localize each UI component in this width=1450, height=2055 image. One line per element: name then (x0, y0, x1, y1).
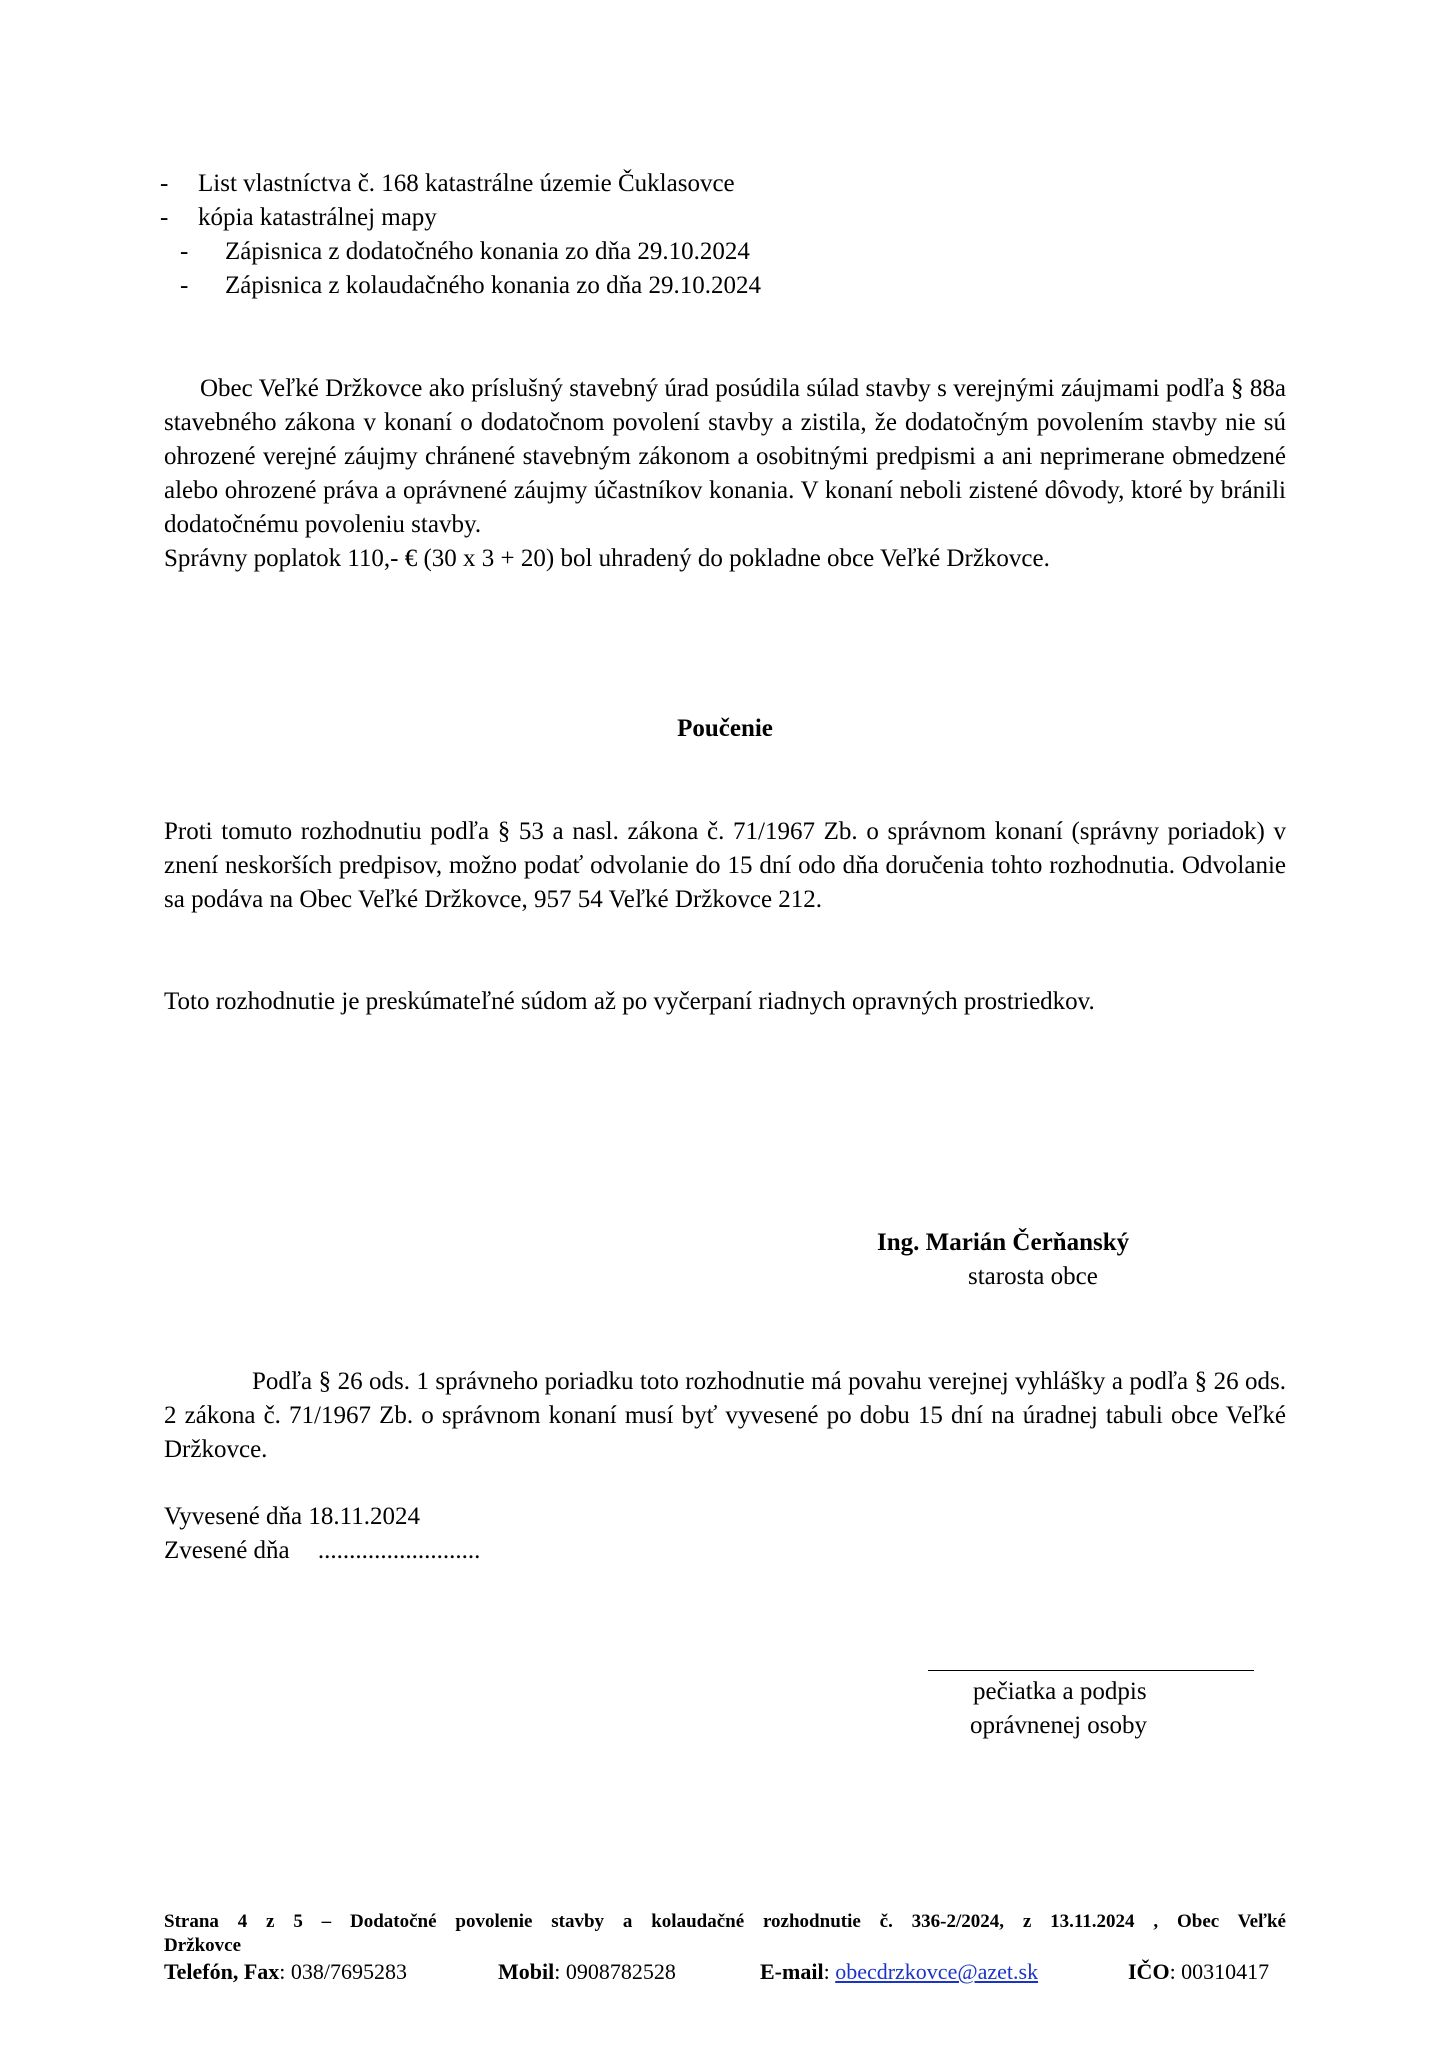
signatory-title: starosta obce (968, 1263, 1098, 1290)
removed-label: Zvesené dňa (164, 1537, 290, 1564)
footer-mobile (498, 1960, 676, 1984)
email-link[interactable]: obecdrzkovce@azet.sk (835, 1959, 1039, 1984)
ico-value: : 00310417 (1169, 1959, 1270, 1984)
appeal-text: Proti tomuto rozhodnutiu podľa § 53 a nasl. zákona č. 71/1967 Zb. o správnom konaní (správny poriadok) v znení neskorších predpisov, možno podať odvolanie do 15 dní odo dňa doručenia tohto rozhodnutia. Odvolanie sa podáva na Obec Veľké Držkovce, 957 54 Veľké Držkovce 212. (164, 818, 1286, 913)
list-dash: - (180, 238, 189, 265)
footer-page-info: Strana 4 z 5 – Dodatočné povolenie stavby a kolaudačné rozhodnutie č. 336-2/2024, z 13.11.2024 , Obec Veľké (164, 1911, 1286, 1932)
list-dash: - (160, 204, 169, 231)
publication-section (164, 1365, 1286, 1467)
reasoning-paragraph: Obec Veľké Držkovce ako príslušný stavebný úrad posúdila súlad stavby s verejnými záujmami podľa § 88a stavebného zákona v konaní o dodatočnom povolení stavby a zistila, že dodatočným povolením stavby nie sú ohrozené verejné záujmy chránené stavebným zákonom a osobitnými predpismi a ani neprimerane obmedzené alebo ohrozené práva a oprávnené záujmy účastníkov konania. V konaní neboli zistené dôvody, ktoré by bránili dodatočnému povoleniu stavby. (164, 375, 1286, 538)
removed-date (164, 1534, 480, 1568)
list-dash: - (180, 272, 189, 299)
list-item-text: List vlastníctva č. 168 katastrálne územie Čuklasovce (198, 170, 735, 197)
removed-placeholder: .......................... (317, 1537, 481, 1564)
signatory-name: Ing. Marián Čerňanský (877, 1229, 1130, 1256)
signature-line (928, 1670, 1254, 1671)
stamp-label-2: oprávnenej osoby (970, 1712, 1148, 1739)
list-item-text: kópia katastrálnej mapy (198, 204, 437, 231)
appeal-paragraph (164, 815, 1286, 917)
footer-contact-row (164, 1960, 1286, 1990)
publication-paragraph: Podľa § 26 ods. 1 správneho poriadku toto rozhodnutie má povahu verejnej vyhlášky a podľa § 26 ods. 2 zákona č. 71/1967 Zb. o správnom konaní musí byť vyvesené po dobu 15 dní na úradnej tabuli obce Veľké Držkovce. (164, 1368, 1286, 1463)
instruction-heading: Poučenie (677, 715, 773, 742)
mobile-label: Mobil (498, 1959, 555, 1984)
footer-page-info-cont: Držkovce (164, 1935, 242, 1956)
phone-value: : 038/7695283 (279, 1959, 408, 1984)
list-item (160, 201, 437, 235)
list-item-text: Zápisnica z kolaudačného konania zo dňa 29.10.2024 (225, 272, 761, 299)
footer-email: E-mail: obecdrzkovce@azet.sk (760, 1959, 1039, 1984)
reasoning-section (164, 372, 1286, 576)
footer-phone (164, 1960, 407, 1984)
email-label: E-mail (760, 1959, 824, 1984)
page-footer (164, 1910, 1286, 1990)
list-item (160, 167, 735, 201)
mobile-value: : 0908782528 (554, 1959, 676, 1984)
review-paragraph (164, 985, 1286, 1019)
review-text: Toto rozhodnutie je preskúmateľné súdom až po vyčerpaní riadnych opravných prostriedkov. (164, 988, 1095, 1015)
footer-ico (1128, 1960, 1269, 1984)
phone-label: Telefón, Fax (164, 1959, 280, 1984)
posted-date: Vyvesené dňa 18.11.2024 (164, 1503, 420, 1530)
ico-label: IČO (1128, 1959, 1170, 1984)
stamp-label-1: pečiatka a podpis (973, 1678, 1147, 1705)
list-dash: - (160, 170, 169, 197)
list-item (180, 269, 761, 303)
list-item-text: Zápisnica z dodatočného konania zo dňa 29.10.2024 (225, 238, 750, 265)
list-item (180, 235, 750, 269)
fee-paragraph: Správny poplatok 110,- € (30 x 3 + 20) bol uhradený do pokladne obce Veľké Držkovce. (164, 545, 1050, 572)
